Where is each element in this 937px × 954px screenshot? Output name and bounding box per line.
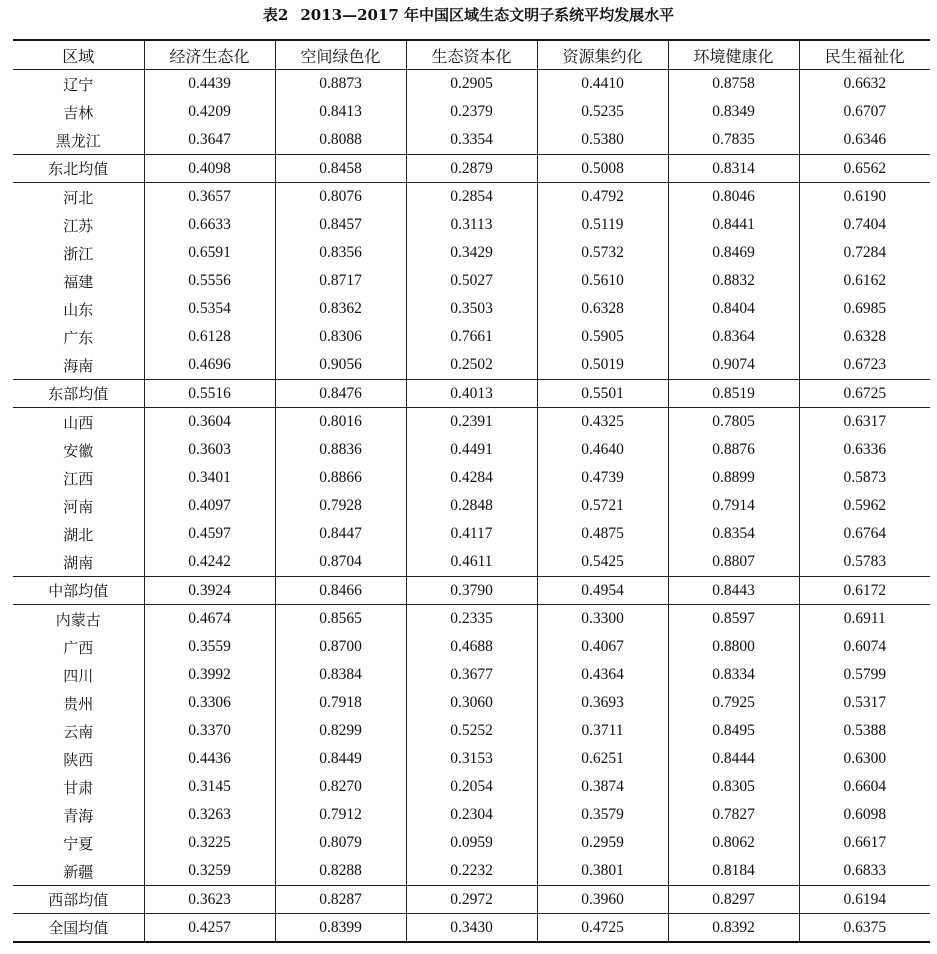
value-cell: 0.6375 <box>799 914 930 943</box>
value-cell: 0.8469 <box>668 239 799 267</box>
value-cell: 0.3603 <box>144 436 275 464</box>
region-cell: 四川 <box>63 666 94 685</box>
value-cell: 0.6562 <box>799 155 930 183</box>
value-cell: 0.2854 <box>406 183 537 212</box>
region-cell: 安徽 <box>63 441 94 460</box>
value-cell: 0.7661 <box>406 323 537 351</box>
table-row <box>13 183 930 212</box>
value-cell: 0.8441 <box>668 211 799 239</box>
value-cell: 0.6162 <box>799 267 930 295</box>
value-cell: 0.2905 <box>406 70 537 99</box>
value-cell: 0.5962 <box>799 492 930 520</box>
value-cell: 0.9056 <box>275 351 406 380</box>
table-row <box>13 689 930 717</box>
value-cell: 0.8356 <box>275 239 406 267</box>
header-economic-ecologization: 经济生态化 <box>144 40 275 70</box>
value-cell: 0.3060 <box>406 689 537 717</box>
header-ecological-capitalization: 生态资本化 <box>406 40 537 70</box>
value-cell: 0.8184 <box>668 857 799 886</box>
value-cell: 0.6617 <box>799 829 930 857</box>
value-cell: 0.8449 <box>275 745 406 773</box>
average-row <box>13 155 930 183</box>
value-cell: 0.4284 <box>406 464 537 492</box>
value-cell: 0.8458 <box>275 155 406 183</box>
table-row <box>13 520 930 548</box>
value-cell: 0.5252 <box>406 717 537 745</box>
value-cell: 0.8565 <box>275 605 406 634</box>
value-cell: 0.6764 <box>799 520 930 548</box>
value-cell: 0.7404 <box>799 211 930 239</box>
region-cell: 甘肃 <box>63 778 94 797</box>
value-cell: 0.4257 <box>144 914 275 943</box>
value-cell: 0.3579 <box>537 801 668 829</box>
value-cell: 0.5008 <box>537 155 668 183</box>
value-cell: 0.4954 <box>537 577 668 605</box>
table-row <box>13 295 930 323</box>
region-cell: 吉林 <box>63 103 94 122</box>
value-cell: 0.6336 <box>799 436 930 464</box>
region-cell: 东北均值 <box>13 155 144 183</box>
region-cell: 东部均值 <box>13 380 144 408</box>
value-cell: 0.5380 <box>537 126 668 155</box>
value-cell: 0.8299 <box>275 717 406 745</box>
value-cell: 0.4491 <box>406 436 537 464</box>
value-cell: 0.8287 <box>275 886 406 914</box>
value-cell: 0.4688 <box>406 633 537 661</box>
region-cell: 湖南 <box>63 553 94 572</box>
value-cell: 0.3559 <box>144 633 275 661</box>
value-cell: 0.2304 <box>406 801 537 829</box>
value-cell: 0.3430 <box>406 914 537 943</box>
region-cell: 内蒙古 <box>13 605 144 634</box>
value-cell: 0.6251 <box>537 745 668 773</box>
value-cell: 0.8519 <box>668 380 799 408</box>
value-cell: 0.3300 <box>537 605 668 634</box>
value-cell: 0.8807 <box>668 548 799 577</box>
value-cell: 0.5783 <box>799 548 930 577</box>
region-cell: 江西 <box>63 469 94 488</box>
value-cell: 0.2879 <box>406 155 537 183</box>
value-cell: 0.3657 <box>144 183 275 212</box>
table-row <box>13 211 930 239</box>
region-cell: 山东 <box>63 300 94 319</box>
value-cell: 0.4067 <box>537 633 668 661</box>
value-cell: 0.3259 <box>144 857 275 886</box>
value-cell: 0.3711 <box>537 717 668 745</box>
value-cell: 0.4209 <box>144 98 275 126</box>
region-cell: 山西 <box>13 408 144 437</box>
region-cell: 湖北 <box>63 525 94 544</box>
table-header <box>13 40 930 70</box>
value-cell: 0.7928 <box>275 492 406 520</box>
region-cell: 广东 <box>63 328 94 347</box>
value-cell: 0.2959 <box>537 829 668 857</box>
header-resource-intensification: 资源集约化 <box>537 40 668 70</box>
value-cell: 0.6328 <box>799 323 930 351</box>
value-cell: 0.3647 <box>144 126 275 155</box>
region-cell: 河南 <box>63 497 94 516</box>
region-cell: 贵州 <box>63 694 94 713</box>
value-cell: 0.5019 <box>537 351 668 380</box>
value-cell: 0.3693 <box>537 689 668 717</box>
value-cell: 0.3992 <box>144 661 275 689</box>
average-row <box>13 914 930 943</box>
value-cell: 0.4674 <box>144 605 275 634</box>
header-region: 区域 <box>13 40 144 70</box>
table-row <box>13 717 930 745</box>
value-cell: 0.4597 <box>144 520 275 548</box>
value-cell: 0.3960 <box>537 886 668 914</box>
value-cell: 0.3354 <box>406 126 537 155</box>
value-cell: 0.2232 <box>406 857 537 886</box>
value-cell: 0.6074 <box>799 633 930 661</box>
table-row <box>13 408 930 437</box>
value-cell: 0.6833 <box>799 857 930 886</box>
value-cell: 0.8399 <box>275 914 406 943</box>
value-cell: 0.5501 <box>537 380 668 408</box>
value-cell: 0.8476 <box>275 380 406 408</box>
value-cell: 0.8270 <box>275 773 406 801</box>
value-cell: 0.7914 <box>668 492 799 520</box>
value-cell: 0.6604 <box>799 773 930 801</box>
value-cell: 0.2502 <box>406 351 537 380</box>
value-cell: 0.2335 <box>406 605 537 634</box>
table-row <box>13 464 930 492</box>
value-cell: 0.6190 <box>799 183 930 212</box>
value-cell: 0.5905 <box>537 323 668 351</box>
table-body <box>13 70 930 943</box>
value-cell: 0.8046 <box>668 183 799 212</box>
region-cell: 陕西 <box>63 750 94 769</box>
value-cell: 0.5235 <box>537 98 668 126</box>
value-cell: 0.3113 <box>406 211 537 239</box>
table-row <box>13 661 930 689</box>
value-cell: 0.4739 <box>537 464 668 492</box>
value-cell: 0.6172 <box>799 577 930 605</box>
table-row <box>13 633 930 661</box>
value-cell: 0.5556 <box>144 267 275 295</box>
value-cell: 0.7827 <box>668 801 799 829</box>
value-cell: 0.5610 <box>537 267 668 295</box>
value-cell: 0.8447 <box>275 520 406 548</box>
value-cell: 0.8364 <box>668 323 799 351</box>
region-cell: 广西 <box>63 638 94 657</box>
region-cell: 江苏 <box>63 216 94 235</box>
value-cell: 0.8349 <box>668 98 799 126</box>
value-cell: 0.5425 <box>537 548 668 577</box>
region-cell: 新疆 <box>63 862 94 881</box>
value-cell: 0.6346 <box>799 126 930 155</box>
value-cell: 0.2972 <box>406 886 537 914</box>
table-row <box>13 548 930 577</box>
value-cell: 0.6328 <box>537 295 668 323</box>
value-cell: 0.7284 <box>799 239 930 267</box>
value-cell: 0.8413 <box>275 98 406 126</box>
table-row <box>13 323 930 351</box>
value-cell: 0.6911 <box>799 605 930 634</box>
value-cell: 0.7918 <box>275 689 406 717</box>
value-cell: 0.8062 <box>668 829 799 857</box>
table-row <box>13 351 930 380</box>
value-cell: 0.6632 <box>799 70 930 99</box>
value-cell: 0.5721 <box>537 492 668 520</box>
value-cell: 0.7912 <box>275 801 406 829</box>
value-cell: 0.0959 <box>406 829 537 857</box>
value-cell: 0.4875 <box>537 520 668 548</box>
header-livelihood-wellbeing: 民生福祉化 <box>799 40 930 70</box>
value-cell: 0.4325 <box>537 408 668 437</box>
value-cell: 0.4436 <box>144 745 275 773</box>
region-cell: 河北 <box>13 183 144 212</box>
value-cell: 0.8334 <box>668 661 799 689</box>
table-row <box>13 267 930 295</box>
table-row <box>13 70 930 99</box>
value-cell: 0.6633 <box>144 211 275 239</box>
value-cell: 0.3263 <box>144 801 275 829</box>
value-cell: 0.5388 <box>799 717 930 745</box>
table-row <box>13 773 930 801</box>
value-cell: 0.3677 <box>406 661 537 689</box>
value-cell: 0.3801 <box>537 857 668 886</box>
value-cell: 0.7925 <box>668 689 799 717</box>
value-cell: 0.4097 <box>144 492 275 520</box>
header-environmental-health: 环境健康化 <box>668 40 799 70</box>
value-cell: 0.8873 <box>275 70 406 99</box>
value-cell: 0.8457 <box>275 211 406 239</box>
data-table <box>13 39 930 943</box>
value-cell: 0.8404 <box>668 295 799 323</box>
value-cell: 0.6098 <box>799 801 930 829</box>
value-cell: 0.2391 <box>406 408 537 437</box>
value-cell: 0.3145 <box>144 773 275 801</box>
region-cell: 青海 <box>63 806 94 825</box>
value-cell: 0.4013 <box>406 380 537 408</box>
table-caption <box>0 5 937 25</box>
value-cell: 0.4364 <box>537 661 668 689</box>
value-cell: 0.5119 <box>537 211 668 239</box>
table-row <box>13 745 930 773</box>
value-cell: 0.4117 <box>406 520 537 548</box>
table-row <box>13 605 930 634</box>
value-cell: 0.8466 <box>275 577 406 605</box>
value-cell: 0.7805 <box>668 408 799 437</box>
value-cell: 0.6591 <box>144 239 275 267</box>
value-cell: 0.5027 <box>406 267 537 295</box>
value-cell: 0.8597 <box>668 605 799 634</box>
value-cell: 0.8076 <box>275 183 406 212</box>
table-row <box>13 126 930 155</box>
value-cell: 0.3623 <box>144 886 275 914</box>
value-cell: 0.4725 <box>537 914 668 943</box>
value-cell: 0.3225 <box>144 829 275 857</box>
table-row <box>13 801 930 829</box>
region-cell: 中部均值 <box>13 577 144 605</box>
value-cell: 0.6317 <box>799 408 930 437</box>
table-row <box>13 857 930 886</box>
value-cell: 0.8088 <box>275 126 406 155</box>
value-cell: 0.4242 <box>144 548 275 577</box>
value-cell: 0.8362 <box>275 295 406 323</box>
value-cell: 0.8314 <box>668 155 799 183</box>
value-cell: 0.6985 <box>799 295 930 323</box>
value-cell: 0.4098 <box>144 155 275 183</box>
region-cell: 云南 <box>63 722 94 741</box>
region-cell: 海南 <box>63 356 94 375</box>
region-cell: 辽宁 <box>63 75 94 94</box>
average-row <box>13 380 930 408</box>
value-cell: 0.8354 <box>668 520 799 548</box>
value-cell: 0.3429 <box>406 239 537 267</box>
value-cell: 0.8866 <box>275 464 406 492</box>
value-cell: 0.6194 <box>799 886 930 914</box>
region-cell: 全国均值 <box>13 914 144 943</box>
value-cell: 0.8306 <box>275 323 406 351</box>
table-row <box>13 239 930 267</box>
table-row <box>13 436 930 464</box>
value-cell: 0.4640 <box>537 436 668 464</box>
value-cell: 0.3153 <box>406 745 537 773</box>
value-cell: 0.6128 <box>144 323 275 351</box>
average-row <box>13 886 930 914</box>
region-cell: 宁夏 <box>63 834 94 853</box>
value-cell: 0.2054 <box>406 773 537 801</box>
value-cell: 0.8305 <box>668 773 799 801</box>
value-cell: 0.2848 <box>406 492 537 520</box>
value-cell: 0.8758 <box>668 70 799 99</box>
value-cell: 0.8800 <box>668 633 799 661</box>
value-cell: 0.8016 <box>275 408 406 437</box>
value-cell: 0.8288 <box>275 857 406 886</box>
value-cell: 0.8700 <box>275 633 406 661</box>
table-row <box>13 829 930 857</box>
value-cell: 0.5799 <box>799 661 930 689</box>
value-cell: 0.8876 <box>668 436 799 464</box>
value-cell: 0.4410 <box>537 70 668 99</box>
region-cell: 浙江 <box>63 244 94 263</box>
table-row <box>13 492 930 520</box>
value-cell: 0.4439 <box>144 70 275 99</box>
region-cell: 黑龙江 <box>55 131 101 150</box>
value-cell: 0.5354 <box>144 295 275 323</box>
region-cell: 西部均值 <box>13 886 144 914</box>
value-cell: 0.8899 <box>668 464 799 492</box>
value-cell: 0.3370 <box>144 717 275 745</box>
value-cell: 0.5873 <box>799 464 930 492</box>
region-cell: 福建 <box>63 272 94 291</box>
value-cell: 0.8384 <box>275 661 406 689</box>
value-cell: 0.9074 <box>668 351 799 380</box>
table-title: 2013—2017 年中国区域生态文明子系统平均发展水平 <box>300 6 675 24</box>
value-cell: 0.8392 <box>668 914 799 943</box>
value-cell: 0.6707 <box>799 98 930 126</box>
value-cell: 0.7835 <box>668 126 799 155</box>
value-cell: 0.8495 <box>668 717 799 745</box>
value-cell: 0.8704 <box>275 548 406 577</box>
value-cell: 0.3790 <box>406 577 537 605</box>
value-cell: 0.5516 <box>144 380 275 408</box>
table-row <box>13 98 930 126</box>
value-cell: 0.8079 <box>275 829 406 857</box>
header-row <box>13 40 930 70</box>
value-cell: 0.3604 <box>144 408 275 437</box>
value-cell: 0.2379 <box>406 98 537 126</box>
value-cell: 0.6300 <box>799 745 930 773</box>
average-row <box>13 577 930 605</box>
value-cell: 0.5317 <box>799 689 930 717</box>
value-cell: 0.8444 <box>668 745 799 773</box>
header-spatial-greening: 空间绿色化 <box>275 40 406 70</box>
table-number: 表2 <box>262 6 289 24</box>
value-cell: 0.8836 <box>275 436 406 464</box>
value-cell: 0.3924 <box>144 577 275 605</box>
value-cell: 0.5732 <box>537 239 668 267</box>
value-cell: 0.3401 <box>144 464 275 492</box>
value-cell: 0.6723 <box>799 351 930 380</box>
value-cell: 0.8832 <box>668 267 799 295</box>
value-cell: 0.3503 <box>406 295 537 323</box>
value-cell: 0.4611 <box>406 548 537 577</box>
value-cell: 0.8443 <box>668 577 799 605</box>
value-cell: 0.8297 <box>668 886 799 914</box>
value-cell: 0.3874 <box>537 773 668 801</box>
value-cell: 0.3306 <box>144 689 275 717</box>
value-cell: 0.4792 <box>537 183 668 212</box>
value-cell: 0.8717 <box>275 267 406 295</box>
value-cell: 0.6725 <box>799 380 930 408</box>
value-cell: 0.4696 <box>144 351 275 380</box>
